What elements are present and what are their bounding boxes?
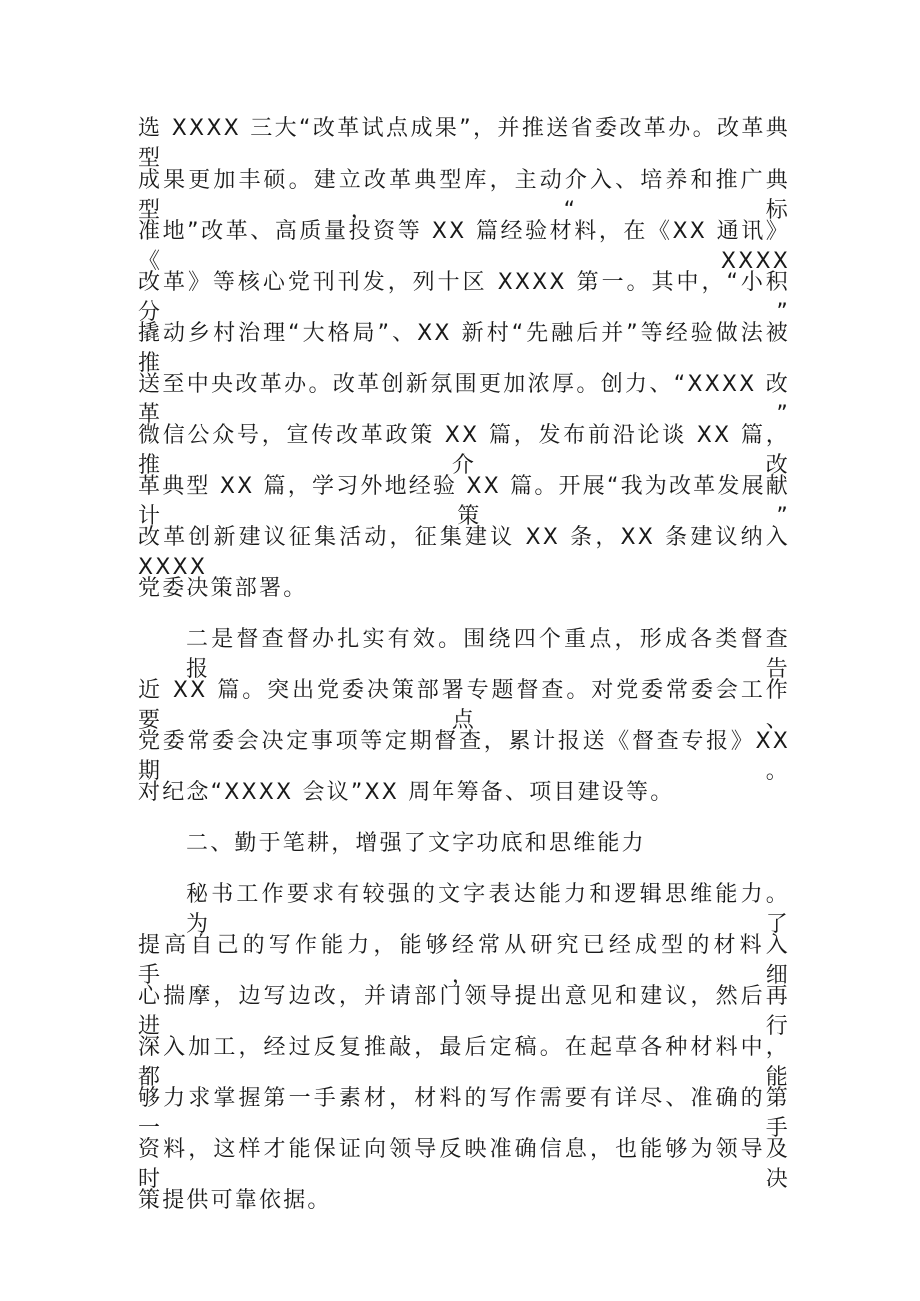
text-line: 党委决策部署。 <box>138 576 308 601</box>
text-line: 改革》等核心党刊刊发，列十区 XXXX 第一。其中，“小积分” <box>138 270 790 325</box>
text-line: 送至中央改革办。改革创新氛围更加浓厚。创力、“XXXX 改革” <box>138 372 790 427</box>
text-line: 近 XX 篇。突出党委决策部署专题督查。对党委常委会工作要点、 <box>138 678 790 733</box>
text-line: 选 XXXX 三大“改革试点成果”，并推送省委改革办。改革典型 <box>138 116 790 171</box>
text-line: 党委常委会决定事项等定期督查，累计报送《督查专报》XX 期。 <box>138 729 790 784</box>
text-line: 提高自己的写作能力，能够经常从研究已经成型的材料入手，细 <box>138 933 790 988</box>
text-line: 对纪念“XXXX 会议”XX 周年筹备、项目建设等。 <box>138 780 675 805</box>
paragraph-first-line: 二是督查督办扎实有效。围绕四个重点，形成各类督查报告 <box>186 627 790 682</box>
text-line: 准地”改革、高质量投资等 XX 篇经验材料，在《XX 通讯》《XXXX <box>138 219 790 274</box>
text-line: 微信公众号，宣传改革政策 XX 篇，发布前沿论谈 XX 篇，推介改 <box>138 423 790 478</box>
text-line: 革典型 XX 篇，学习外地经验 XX 篇。开展“我为改革发展献计策” <box>138 474 790 529</box>
paragraph-first-line: 秘书工作要求有较强的文字表达能力和逻辑思维能力。为了 <box>186 882 790 937</box>
text-line: 够力求掌握第一手素材，材料的写作需要有详尽、准确的第一手 <box>138 1086 790 1141</box>
section-heading: 二、勤于笔耕，增强了文字功底和思维能力 <box>186 831 646 856</box>
text-line: 深入加工，经过反复推敲，最后定稿。在起草各种材料中，都能 <box>138 1035 790 1090</box>
text-line: 成果更加丰硕。建立改革典型库，主动介入、培养和推广典型，“标 <box>138 168 790 223</box>
text-line: 资料，这样才能保证向领导反映准确信息，也能够为领导及时决 <box>138 1137 790 1192</box>
text-line: 撬动乡村治理“大格局”、XX 新村“先融后并”等经验做法被推 <box>138 321 790 376</box>
text-line: 策提供可靠依据。 <box>138 1188 332 1213</box>
text-line: 心揣摩，边写边改，并请部门领导提出意见和建议，然后再进行 <box>138 984 790 1039</box>
text-line: 改革创新建议征集活动，征集建议 XX 条，XX 条建议纳入 XXXX <box>138 525 790 580</box>
